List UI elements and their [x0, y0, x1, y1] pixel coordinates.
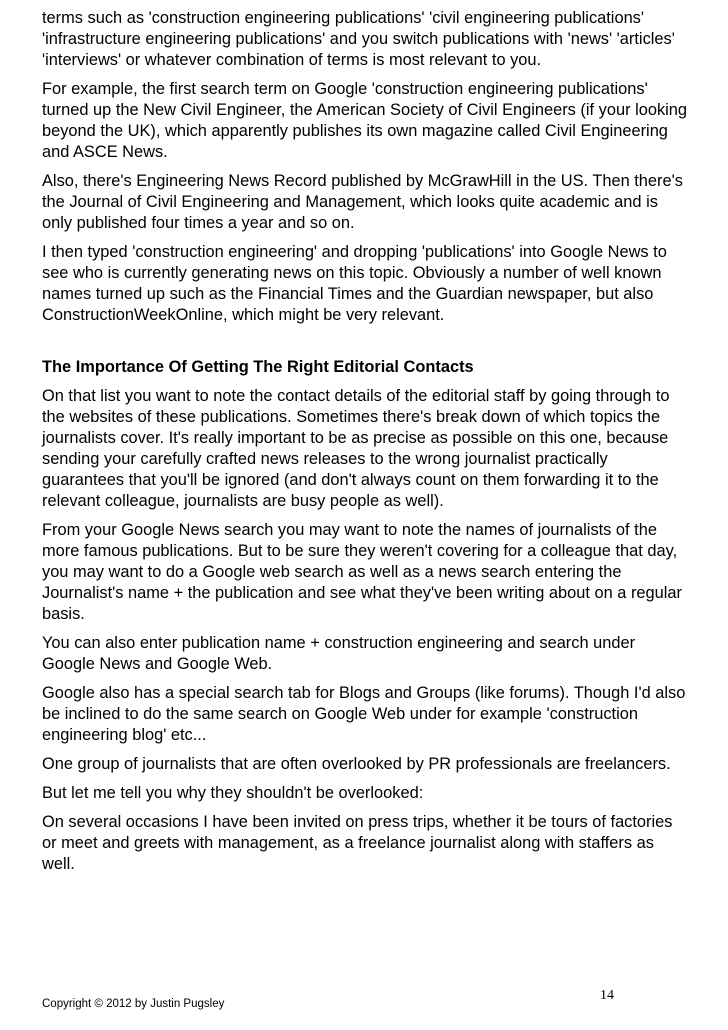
paragraph-publication-search: You can also enter publication name + construction engineering and search under Google News and Google Web. — [42, 634, 636, 673]
paragraph-freelancers: One group of journalists that are often overlooked by PR professionals are freelancers. — [42, 755, 671, 773]
paragraph-journalist-names: From your Google News search you may want to note the names of journalists of the more famous publications. But to be sure they weren't covering for a colleague that day, you may want to do a Google web search as well as a news search entering the Journalist's name + the publication and see what they've been writing about on a regular basis. — [42, 521, 682, 623]
paragraph-why-not-overlooked: But let me tell you why they shouldn't be overlooked: — [42, 784, 424, 802]
page-body — [42, 8, 688, 883]
paragraph-first-search: For example, the first search term on Google 'construction engineering publications' turned up the New Civil Engineer, the American Society of Civil Engineers (if your looking beyond the UK), which apparently publishes its own magazine called Civil Engineering and ASCE News. — [42, 80, 688, 161]
paragraph-engineering-news-record: Also, there's Engineering News Record published by McGrawHill in the US. Then there's the Journal of Civil Engineering and Management, which looks quite academic and is only published four times a year and so on. — [42, 172, 683, 232]
footer-copyright: Copyright © 2012 by Justin Pugsley — [42, 998, 225, 1010]
paragraph-blogs-groups: Google also has a special search tab for Blogs and Groups (like forums). Though I'd also be inclined to do the same search on Google Web under for example 'construction engineering blog' etc... — [42, 684, 686, 744]
paragraph-search-terms: terms such as 'construction engineering publications' 'civil engineering publications' 'infrastructure engineering publications' and you switch publications with 'news' 'articles' 'interviews' or whatever combination of terms is most relevant to you. — [42, 9, 675, 69]
paragraph-google-news: I then typed 'construction engineering' and dropping 'publications' into Google News to see who is currently generating news on this topic. Obviously a number of well known names turned up such as the Financial Times and the Guardian newspaper, but also ConstructionWeekOnline, which might be very relevant. — [42, 243, 667, 324]
page-number: 14 — [600, 988, 614, 1003]
section-heading: The Importance Of Getting The Right Editorial Contacts — [42, 358, 474, 376]
paragraph-press-trips: On several occasions I have been invited on press trips, whether it be tours of factories or meet and greets with management, as a freelance journalist along with staffers as well. — [42, 813, 673, 873]
paragraph-editorial-contacts: On that list you want to note the contact details of the editorial staff by going through to the websites of these publications. Sometimes there's break down of which topics the journalists cover. It's really important to be as precise as possible on this one, because sending your carefully crafted news releases to the wrong journalist practically guarantees that you'll be ignored (and don't always count on them forwarding it to the relevant colleague, journalists are busy people as well). — [42, 387, 670, 510]
